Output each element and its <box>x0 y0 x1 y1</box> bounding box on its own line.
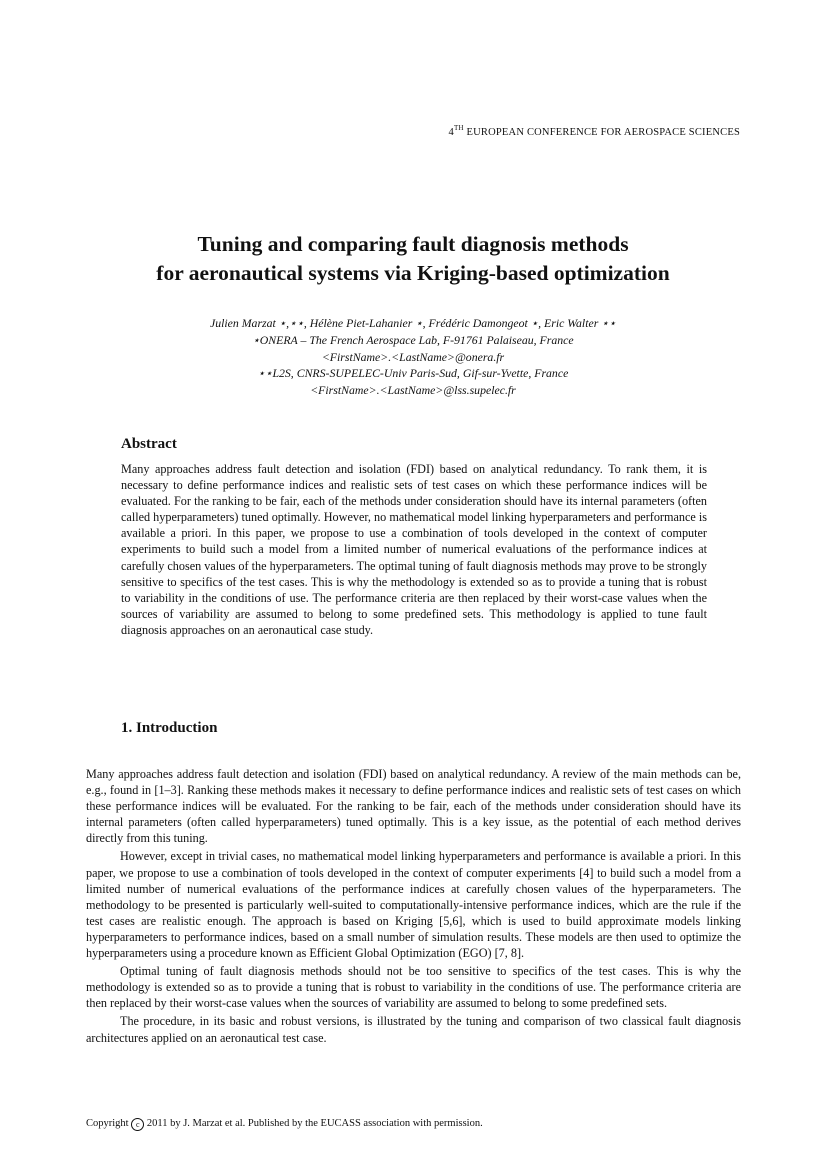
running-header <box>449 124 741 138</box>
intro-paragraph-3: Optimal tuning of fault diagnosis methods should not be too sensitive to specifics of the test cases. This is why the methodology is extended so as to provide a tuning that is robust to variability in the conditions of use. The performance criteria are then replaced by their worst-case values when the sources of variability are assumed to belong to some predefined sets. <box>86 964 741 1011</box>
copyright-text: 2011 by J. Marzat et al. Published by the EUCASS association with permission. <box>144 1118 483 1129</box>
introduction-body <box>86 766 741 1048</box>
email-1: <FirstName>.<LastName>@onera.fr <box>321 349 505 364</box>
copyright-icon: c <box>131 1118 144 1131</box>
author-block <box>0 315 826 399</box>
paper-title <box>0 230 826 288</box>
title-line-2: for aeronautical systems via Kriging-based optimization <box>156 261 670 285</box>
intro-paragraph-4: The procedure, in its basic and robust versions, is illustrated by the tuning and comparison of two classical fault diagnosis architectures applied on an aeronautical test case. <box>86 1014 741 1045</box>
abstract-body: Many approaches address fault detection and isolation (FDI) based on analytical redundancy. To rank them, it is necessary to define performance indices and realistic sets of test cases on which these performance indices will be evaluated. For the ranking to be fair, each of the methods under consideration should have its internal parameters (often called hyperparameters) tuned optimally. However, no mathematical model linking hyperparameters and performance is available a priori. In this paper, we propose to use a combination of tools developed in the context of computer experiments to build such a model from a limited number of numerical evaluations of the performance indices at carefully chosen values of the hyperparameters. The optimal tuning of fault diagnosis methods may prove to be strongly sensitive to specifics of the test cases. This is why the methodology is extended so as to provide a tuning that is robust to variability in the conditions of use. The performance criteria are then replaced by their worst-case values when the sources of variability are assumed to belong to some predefined sets. This methodology is applied to tune fault diagnosis approaches on an aeronautical case study. <box>121 462 707 637</box>
conference-name: EUROPEAN CONFERENCE FOR AEROSPACE SCIENCES <box>463 127 740 138</box>
affiliation-1: ⋆ONERA – The French Aerospace Lab, F-91761 Palaiseau, France <box>252 332 574 347</box>
introduction-heading: 1. Introduction <box>121 720 218 736</box>
title-line-1: Tuning and comparing fault diagnosis methods <box>197 232 629 256</box>
author-list: Julien Marzat ⋆,⋆⋆, Hélène Piet-Lahanier ⋆, Frédéric Damongeot ⋆, Eric Walter ⋆⋆ <box>209 316 617 330</box>
email-2: <FirstName>.<LastName>@lss.supelec.fr <box>310 383 516 398</box>
copyright-prefix: Copyright <box>86 1118 132 1129</box>
intro-paragraph-2: However, except in trivial cases, no mathematical model linking hyperparameters and performance is available a priori. In this paper, we propose to use a combination of tools developed in the context of computer experiments [4] to build such a model from a limited number of numerical evaluations of the performance indices at carefully chosen values of the hyperparameters. The methodology to be presented is particularly well-suited to computationally-intensive performance indices, which are the rule if the test cases are realistic enough. The approach is based on Kriging [5,6], which is used to build approximate models linking hyperparameters to performance indices, based on a small number of simulation results. These models are then used to optimize the hyperparameters using a procedure known as Efficient Global Optimization (EGO) [7, 8]. <box>86 849 741 961</box>
intro-paragraph-1: Many approaches address fault detection and isolation (FDI) based on analytical redundancy. A review of the main methods can be, e.g., found in [1–3]. Ranking these methods makes it necessary to define performance indices and realistic sets of test cases on which these performance indices will be evaluated. For the ranking to be fair, each of the methods under consideration should have its internal parameters (often called hyperparameters) tuned optimally. This is a key issue, as the potential of each method derives directly from this tuning. <box>86 767 741 846</box>
conference-ordinal-suffix: TH <box>453 124 464 132</box>
abstract-heading: Abstract <box>121 436 177 452</box>
affiliation-2: ⋆⋆L2S, CNRS-SUPELEC-Univ Paris-Sud, Gif-sur-Yvette, France <box>257 366 569 381</box>
conference-number: 4 <box>448 127 454 138</box>
copyright-footer <box>86 1118 483 1131</box>
